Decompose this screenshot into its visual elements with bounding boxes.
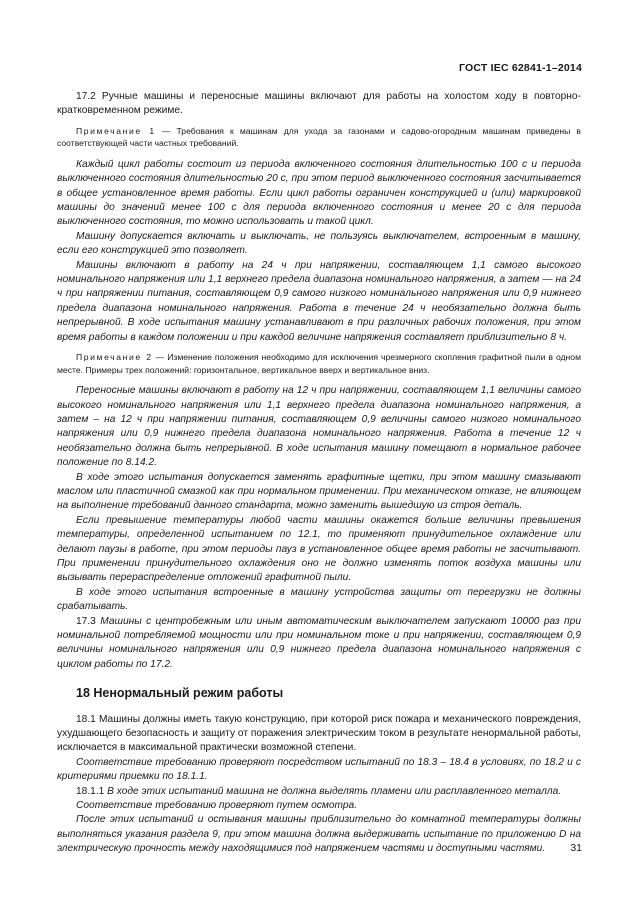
paragraph-18-1: 18.1 Машины должны иметь такую конструкцию, при которой риск пожара и механического повреждения, ухудшающего безопасность и защиту от поражения электрическим током в результате ненормальной работы, исключается в максимальной практически возможной степени.: [57, 713, 581, 754]
clause-17-3-text: Машины с центробежным или иным автоматическим выключателем запускают 10000 раз при номинальной потребляемой мощности или при номинальном токе и при напряжении, составляющем 0,9 величины номинального напряжения или 0,9 нижнего предела диапазона номинального напряжения с циклом работы по 17.2.: [57, 615, 581, 670]
note-2: [57, 351, 581, 376]
note-1-label: Примечание 1: [76, 125, 156, 136]
standard-header: ГОСТ IEC 62841-1–2014: [459, 62, 582, 74]
paragraph-after-tests: После этих испытаний и остывания машины приблизительно до комнатной температуры должны выполняться указания раздела 9, при этом машина должна выдерживать испытание по приложению D на электрическую прочность между находящимися под напряжением частями и доступными частями.: [57, 814, 581, 855]
note-2-label: Примечание 2: [76, 352, 153, 363]
paragraph-portable-12h: Переносные машины включают в работу на 12 ч при напряжении, составляющем 1,1 величины самого высокого номинального напряжения или 1,1 верхнего предела диапазона номинального напряжения, а затем – на 12 ч при напряжении питания, составляющем 0,9 величины самого низкого номинального напряжения или 0,9 нижнего предела диапазона номинального напряжения. Работа в течение 12 ч необязательно должна быть непрерывной. В ходе испытания машину помещают в нормальное рабочее положение по 8.14.2.: [57, 385, 581, 469]
note-1-text: — Требования к машинам для ухода за газонами и садово-огородным машинам приведены в соответствующей части частных требований.: [57, 125, 581, 149]
clause-18-1-1-text: В ходе этих испытаний машина не должна выделять пламени или расплавленного металла.: [107, 785, 562, 797]
paragraph-overload: В ходе этого испытания встроенные в машину устройства защиты от перегрузки не должны срабатывать.: [57, 586, 581, 613]
section-18-heading: 18 Ненормальный режим работы: [76, 686, 284, 701]
paragraph-18-1-1: [57, 785, 581, 799]
paragraph-17-3: [57, 615, 581, 673]
paragraph-temperature: Если превышение температуры любой части машины окажется больше величины превышения температуры, определенной испытанием по 12.1, то применяют принудительное охлаждение или делают паузы в работе, при этом периоды пауз в установленное общее время работы не засчитывают. При применении принудительного охлаждения оно не должно изменять поток воздуха машины или вызывать перераспределение отложений графитной пыли.: [57, 514, 581, 584]
clause-18-1-1-number: 18.1.1: [76, 785, 108, 797]
page-number: 31: [570, 842, 582, 854]
paragraph-17-2: 17.2 Ручные машины и переносные машины включают для работы на холостом ходу в повторно-кратковременном режиме.: [57, 91, 581, 117]
paragraph-24h: Машины включают в работу на 24 ч при напряжении, составляющем 1,1 самого высокого номинального напряжения или 1,1 верхнего предела диапазона номинального напряжения, а затем — на 24 ч при напряжении питания, составляющем 0,9 самого низкого номинального напряжения или 0,9 нижнего предела диапазона номинального напряжения. Работа в течение 24 ч необязательно должна быть непрерывной. В ходе испытания машину устанавливают в при различных рабочих положения, при этом время работы в каждом положении и при каждой величине напряжения составляет приблизительно 8 ч.: [57, 259, 581, 343]
paragraph-switching: Машину допускается включать и выключать, не пользуясь выключателем, встроенным в машину, если его конструкцией это позволяет.: [57, 230, 581, 257]
note-1: [57, 125, 581, 150]
paragraph-cycle: Каждый цикл работы состоит из периода включенного состояния длительностью 100 с и периода выключенного состояния длительностью 20 с, при этом период выключенного состояния засчитывается в общее установленное время работы. Если цикл работы ограничен конструкцией и (или) маркировкой машины до значений менее 100 с для периода включенного состояния и менее 20 с для периода выключенного состояния, то можно использовать и такой цикл.: [57, 158, 581, 228]
paragraph-inspection: Соответствие требованию проверяют путем осмотра.: [76, 800, 358, 812]
clause-17-3-number: 17.3: [76, 615, 101, 627]
note-2-text: — Изменение положения необходимо для исключения чрезмерного скопления графитной пыли в одном месте. Примеры трех положений: горизонтальное, вертикальное вверх и вертикальное вниз.: [57, 352, 581, 375]
paragraph-brushes: В ходе этого испытания допускается заменять графитные щетки, при этом машину смазывают маслом или пластичной смазкой как при нормальном применении. При механическом отказе, не влияющем на выполнение требований данного стандарта, можно заменить вышедшую из строя деталь.: [57, 471, 581, 512]
page-content: [57, 90, 581, 857]
paragraph-compliance-tests: Соответствие требованию проверяют посредством испытаний по 18.3 – 18.4 в условиях, по 18.2 и с критериями приемки по 18.1.1.: [57, 756, 581, 783]
